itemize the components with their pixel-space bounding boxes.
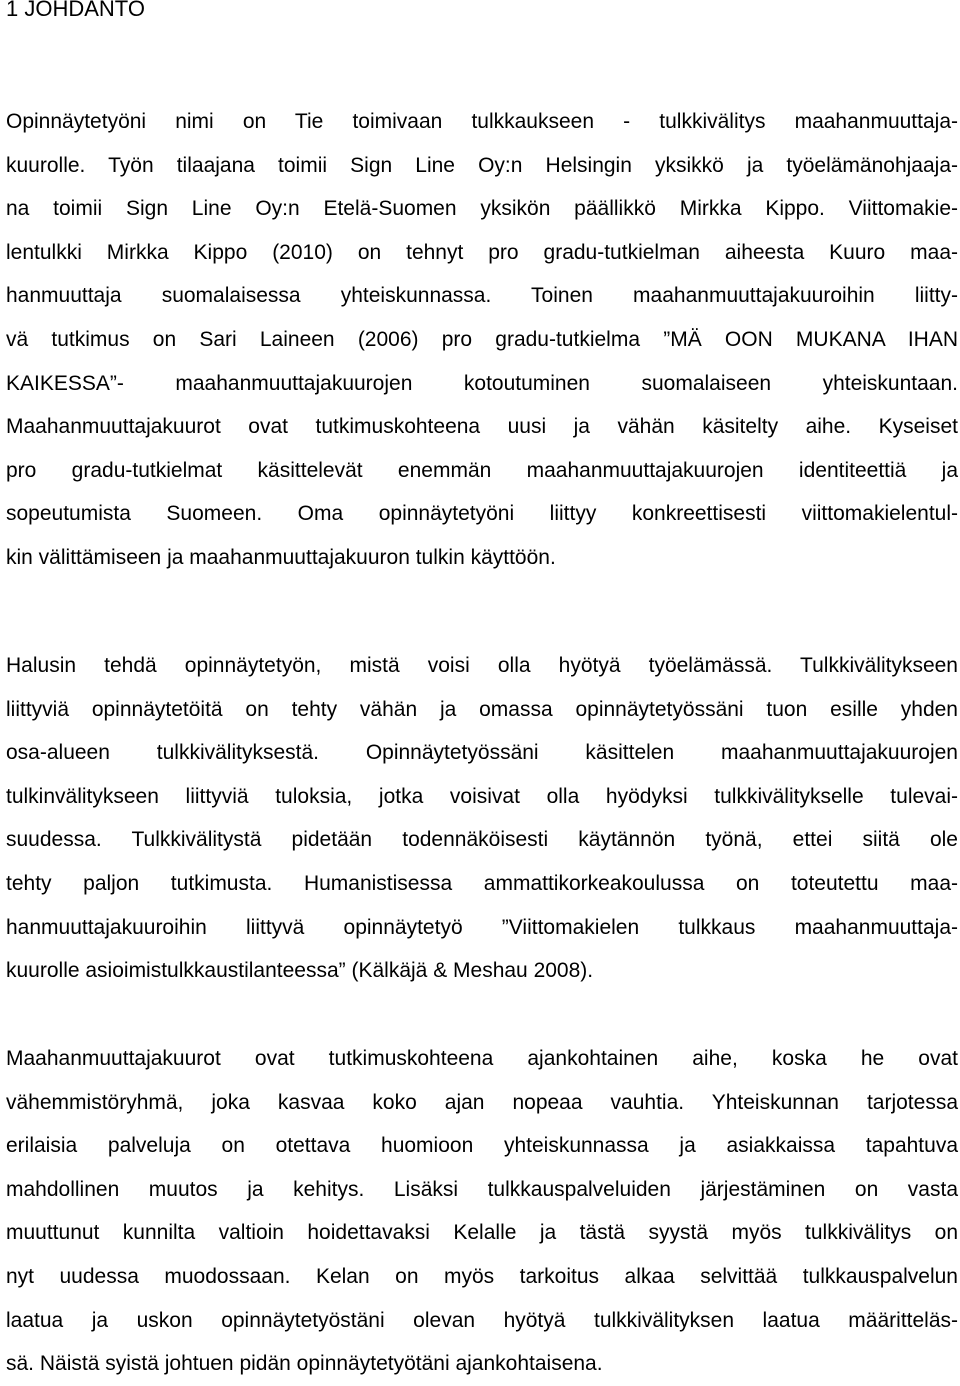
- text-line: sopeutumista Suomeen. Oma opinnäytetyöni liittyy konkreettisesti viittomakielentul-: [6, 502, 958, 526]
- text-line: kin välittämiseen ja maahanmuuttajakuuron tulkin käyttöön.: [6, 545, 556, 569]
- text-line: nyt uudessa muodossaan. Kelan on myös tarkoitus alkaa selvittää tulkkauspalvelun: [6, 1264, 958, 1288]
- text-line: Maahanmuuttajakuurot ovat tutkimuskohteena uusi ja vähän käsitelty aihe. Kyseiset: [6, 415, 958, 439]
- chapter-heading: 1 JOHDANTO: [6, 0, 145, 21]
- text-line: laatua ja uskon opinnäytetyöstäni olevan hyötyä tulkkivälityksen laatua määritteläs-: [6, 1308, 958, 1332]
- text-line: muuttunut kunnilta valtioin hoidettavaksi Kelalle ja tästä syystä myös tulkkivälitys on: [6, 1221, 958, 1245]
- text-line: Halusin tehdä opinnäytetyön, mistä voisi olla hyötyä työelämässä. Tulkkivälitykseen: [6, 654, 958, 677]
- text-line: suudessa. Tulkkivälitystä pidetään todennäköisesti käytännön työnä, ettei siitä ole: [6, 828, 958, 852]
- text-line: pro gradu-tutkielmat käsittelevät enemmän maahanmuuttajakuurojen identiteettiä ja: [6, 458, 958, 482]
- paragraph-3: [6, 1037, 958, 1386]
- text-line: vä tutkimus on Sari Laineen (2006) pro gradu-tutkielma ”MÄ OON MUKANA IHAN: [6, 327, 958, 351]
- paragraph-2: [6, 644, 958, 993]
- text-line: mahdollinen muutos ja kehitys. Lisäksi tulkkauspalveluiden järjestäminen on vasta: [6, 1177, 958, 1201]
- text-line: liittyviä opinnäytetöitä on tehty vähän ja omassa opinnäytetyössäni tuon esille yhden: [6, 697, 958, 721]
- text-line: vähemmistöryhmä, joka kasvaa koko ajan nopeaa vauhtia. Yhteiskunnan tarjotessa: [6, 1090, 958, 1114]
- text-line: kuurolle asioimistulkkaustilanteessa” (Kälkäjä & Meshau 2008).: [6, 959, 594, 983]
- text-line: tehty paljon tutkimusta. Humanistisessa ammattikorkeakoulussa on toteutettu maa-: [6, 871, 958, 895]
- text-line: erilaisia palveluja on otettava huomioon yhteiskunnassa ja asiakkaissa tapahtuva: [6, 1134, 958, 1158]
- text-line: KAIKESSA”- maahanmuuttajakuurojen kotoutuminen suomalaiseen yhteiskuntaan.: [6, 371, 958, 395]
- text-line: Opinnäytetyöni nimi on Tie toimivaan tulkkaukseen - tulkkivälitys maahanmuuttaja-: [6, 110, 958, 133]
- text-line: tulkinvälitykseen liittyviä tuloksia, jotka voisivat olla hyödyksi tulkkivälitykselle tulevai-: [6, 784, 958, 808]
- text-line: osa-alueen tulkkivälityksestä. Opinnäytetyössäni käsittelen maahanmuuttajakuurojen: [6, 741, 958, 765]
- text-line: Maahanmuuttajakuurot ovat tutkimuskohteena ajankohtainen aihe, koska he ovat: [6, 1047, 958, 1070]
- text-line: na toimii Sign Line Oy:n Etelä-Suomen yksikön päällikkö Mirkka Kippo. Viittomakie-: [6, 197, 958, 221]
- text-line: lentulkki Mirkka Kippo (2010) on tehnyt pro gradu-tutkielman aiheesta Kuuro maa-: [6, 240, 958, 264]
- text-line: sä. Näistä syistä johtuen pidän opinnäytetyötäni ajankohtaisena.: [6, 1352, 603, 1376]
- text-line: kuurolle. Työn tilaajana toimii Sign Line Oy:n Helsingin yksikkö ja työelämänohjaaja-: [6, 153, 958, 177]
- text-line: hanmuuttaja suomalaisessa yhteiskunnassa. Toinen maahanmuuttajakuuroihin liitty-: [6, 284, 958, 308]
- text-line: hanmuuttajakuuroihin liittyvä opinnäytetyö ”Viittomakielen tulkkaus maahanmuuttaja-: [6, 915, 958, 939]
- paragraph-1: [6, 100, 958, 580]
